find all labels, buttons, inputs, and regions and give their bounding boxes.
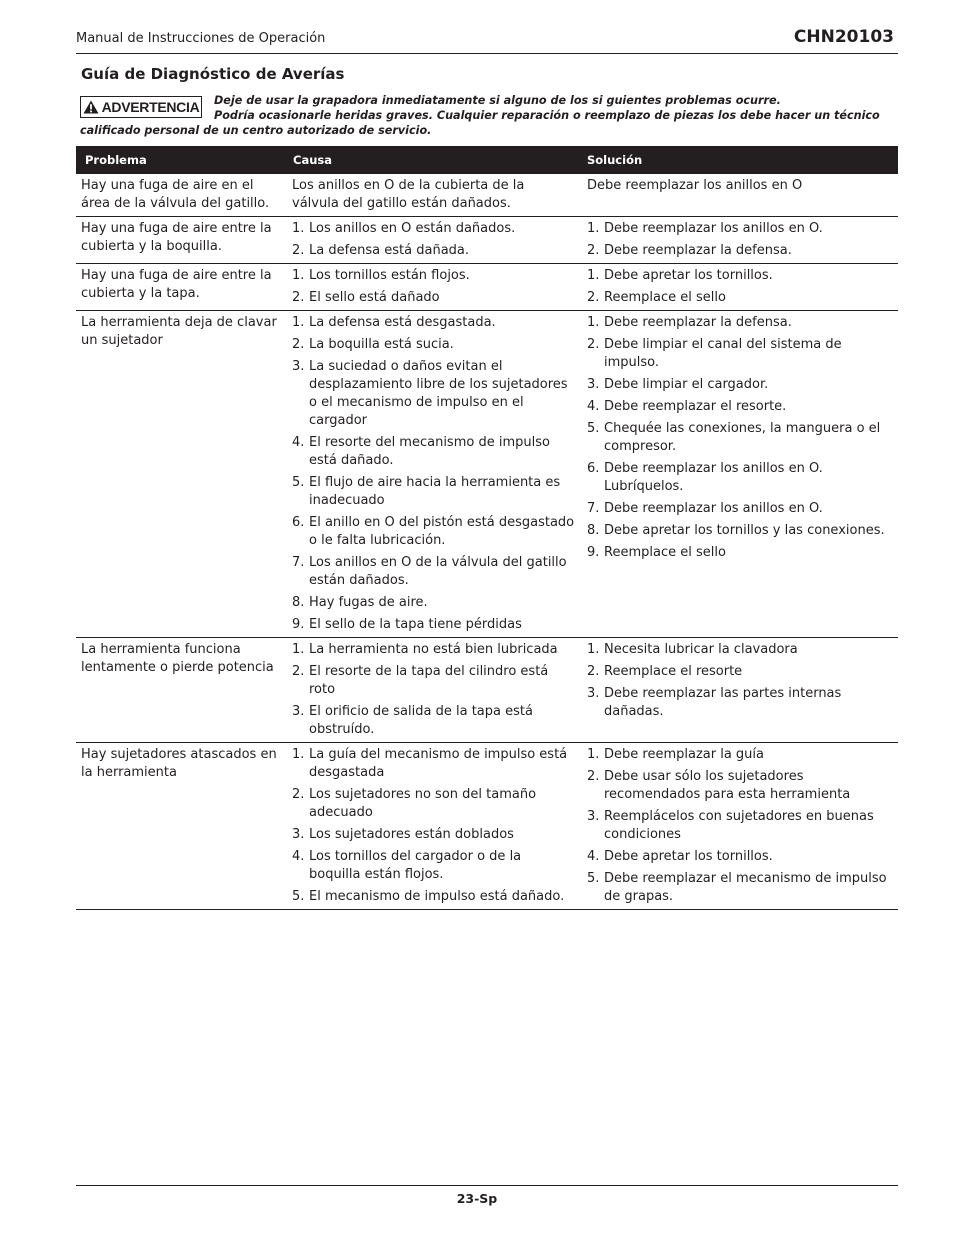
list-item (587, 746, 894, 764)
list-item-number: 5. (587, 871, 600, 886)
list-item (292, 314, 575, 332)
list-item-number: 1. (587, 268, 600, 283)
list-item (587, 376, 894, 394)
header-problem: Problema (76, 146, 282, 174)
solution-cell (579, 311, 898, 638)
list-item-text: Debe reemplazar las partes internas dañadas. (604, 686, 842, 719)
problem-cell: Hay sujetadores atascados en la herramienta (81, 747, 277, 780)
list-item-number: 2. (292, 337, 305, 352)
list-item-number: 2. (587, 290, 600, 305)
list-item-text: Chequée las conexiones, la manguera o el compresor. (604, 421, 881, 454)
list-item (292, 220, 575, 238)
solution-cell (579, 264, 898, 311)
list-item (587, 522, 894, 540)
list-item (587, 460, 894, 496)
list-item (292, 554, 575, 590)
list-item-text: Los tornillos del cargador o de la boquilla están flojos. (309, 849, 522, 882)
list-item-number: 8. (292, 595, 305, 610)
cause-cell (282, 264, 579, 311)
list-item (587, 314, 894, 332)
list-item-text: La guía del mecanismo de impulso está desgastada (309, 747, 568, 780)
section-title: Guía de Diagnóstico de Averías (81, 65, 345, 83)
list-item-text: Debe reemplazar los anillos en O. Lubríquelos. (604, 461, 823, 494)
list-item (587, 870, 894, 906)
list-item-number: 7. (292, 555, 305, 570)
list-item-number: 2. (587, 769, 600, 784)
list-item-text: La herramienta no está bien lubricada (309, 642, 558, 657)
list-item-text: El sello de la tapa tiene pérdidas (309, 617, 522, 632)
list-item-text: El flujo de aire hacia la herramienta es inadecuado (309, 475, 561, 508)
list-item (292, 663, 575, 699)
list-item-number: 1. (587, 747, 600, 762)
list-item-number: 9. (587, 545, 600, 560)
warning-badge-label: ADVERTENCIA (101, 99, 200, 115)
list-item-number: 2. (292, 664, 305, 679)
list-item-text: Hay fugas de aire. (309, 595, 428, 610)
list-item-number: 1. (292, 268, 305, 283)
list-item-number: 4. (587, 849, 600, 864)
list-item (587, 289, 894, 307)
solution-list (587, 314, 894, 562)
cause-list (292, 314, 575, 634)
list-item-number: 4. (292, 435, 305, 450)
list-item-number: 2. (292, 290, 305, 305)
solution-cell (579, 217, 898, 264)
cause-text: Los anillos en O de la cubierta de la válvula del gatillo están dañados. (292, 178, 525, 211)
cause-cell (282, 217, 579, 264)
list-item (292, 786, 575, 822)
list-item-number: 4. (587, 399, 600, 414)
list-item-number: 3. (587, 377, 600, 392)
cause-cell (282, 311, 579, 638)
list-item-text: La suciedad o daños evitan el desplazamiento libre de los sujetadores o el mecanismo de impulso en el cargador (309, 359, 568, 428)
list-item (587, 544, 894, 562)
list-item (292, 848, 575, 884)
list-item-number: 4. (292, 849, 305, 864)
problem-cell: La herramienta funciona lentamente o pierde potencia (81, 642, 274, 675)
list-item (587, 663, 894, 681)
list-item-number: 3. (292, 827, 305, 842)
solution-cell (579, 638, 898, 743)
list-item-text: Reemplace el sello (604, 545, 726, 560)
list-item-number: 3. (292, 704, 305, 719)
list-item-number: 1. (292, 315, 305, 330)
table-row (76, 217, 898, 264)
list-item-number: 8. (587, 523, 600, 538)
list-item-number: 1. (292, 747, 305, 762)
list-item-text: Reemplace el sello (604, 290, 726, 305)
warning-line-3: calificado personal de un centro autorizado de servicio. (80, 124, 432, 137)
problem-cell: Hay una fuga de aire en el área de la válvula del gatillo. (81, 178, 270, 211)
list-item-number: 5. (292, 889, 305, 904)
list-item-number: 7. (587, 501, 600, 516)
header-cause: Causa (282, 146, 579, 174)
list-item-number: 3. (587, 686, 600, 701)
cause-cell (282, 743, 579, 910)
list-item (587, 267, 894, 285)
list-item (587, 641, 894, 659)
list-item-text: Debe reemplazar los anillos en O. (604, 221, 823, 236)
list-item-number: 1. (587, 221, 600, 236)
list-item-text: Debe reemplazar el resorte. (604, 399, 787, 414)
solution-list (587, 641, 894, 721)
model-number: CHN20103 (793, 27, 894, 47)
list-item-text: El resorte de la tapa del cilindro está roto (309, 664, 549, 697)
page-number: 23-Sp (456, 1191, 498, 1206)
solution-cell (579, 174, 898, 217)
solution-list (587, 220, 894, 260)
list-item-number: 1. (587, 315, 600, 330)
cause-cell (282, 174, 579, 217)
list-item (292, 888, 575, 906)
list-item-number: 2. (587, 337, 600, 352)
warning-triangle-icon (83, 100, 99, 114)
manual-title: Manual de Instrucciones de Operación (76, 31, 326, 46)
list-item-text: El anillo en O del pistón está desgastado o le falta lubricación. (309, 515, 575, 548)
list-item (587, 420, 894, 456)
list-item-text: Debe reemplazar la defensa. (604, 243, 792, 258)
list-item (292, 641, 575, 659)
list-item-text: Los anillos en O de la válvula del gatillo están dañados. (309, 555, 567, 588)
table-row (76, 638, 898, 743)
list-item-text: Debe apretar los tornillos. (604, 268, 773, 283)
troubleshooting-table (76, 146, 898, 910)
list-item-text: Debe limpiar el cargador. (604, 377, 769, 392)
list-item-number: 1. (292, 642, 305, 657)
list-item (292, 826, 575, 844)
solution-list (587, 267, 894, 307)
list-item-text: El orificio de salida de la tapa está obstruído. (309, 704, 533, 737)
list-item-text: La defensa está dañada. (309, 243, 470, 258)
table-header-row (76, 146, 898, 174)
list-item (587, 848, 894, 866)
list-item-text: Debe reemplazar la defensa. (604, 315, 792, 330)
list-item-number: 5. (292, 475, 305, 490)
list-item-text: Los sujetadores no son del tamaño adecuado (309, 787, 537, 820)
footer-divider (76, 1185, 898, 1186)
warning-message (80, 93, 900, 138)
list-item-number: 5. (587, 421, 600, 436)
warning-badge (80, 96, 202, 118)
list-item-text: La defensa está desgastada. (309, 315, 496, 330)
list-item (587, 685, 894, 721)
list-item (292, 242, 575, 260)
list-item-number: 6. (587, 461, 600, 476)
list-item (292, 289, 575, 307)
list-item-number: 2. (292, 243, 305, 258)
list-item (292, 616, 575, 634)
warning-line-1: Deje de usar la grapadora inmediatamente si alguno de los si guientes problemas ocurre. (214, 94, 781, 107)
list-item-text: Debe apretar los tornillos. (604, 849, 773, 864)
cause-list (292, 641, 575, 739)
list-item (292, 336, 575, 354)
list-item-text: Los sujetadores están doblados (309, 827, 514, 842)
solution-cell (579, 743, 898, 910)
problem-cell: Hay una fuga de aire entre la cubierta y la boquilla. (81, 221, 272, 254)
list-item-text: Debe reemplazar el mecanismo de impulso de grapas. (604, 871, 887, 904)
solution-text: Debe reemplazar los anillos en O (587, 178, 803, 193)
list-item (292, 594, 575, 612)
list-item-text: Los tornillos están flojos. (309, 268, 470, 283)
list-item-text: Reemplace el resorte (604, 664, 743, 679)
table-row (76, 743, 898, 910)
list-item (292, 474, 575, 510)
list-item-number: 3. (292, 359, 305, 374)
header-divider (76, 53, 898, 54)
list-item-text: Debe apretar los tornillos y las conexiones. (604, 523, 885, 538)
list-item-text: Reemplácelos con sujetadores en buenas condiciones (604, 809, 874, 842)
cause-list (292, 220, 575, 260)
list-item-text: La boquilla está sucia. (309, 337, 454, 352)
list-item (587, 336, 894, 372)
table-row (76, 264, 898, 311)
list-item-text: Los anillos en O están dañados. (309, 221, 516, 236)
list-item (292, 703, 575, 739)
header-solution: Solución (579, 146, 898, 174)
list-item-text: Debe usar sólo los sujetadores recomendados para esta herramienta (604, 769, 851, 802)
list-item-number: 2. (292, 787, 305, 802)
list-item-number: 2. (587, 243, 600, 258)
list-item (292, 514, 575, 550)
list-item-number: 9. (292, 617, 305, 632)
list-item (292, 267, 575, 285)
list-item-text: Debe limpiar el canal del sistema de impulso. (604, 337, 842, 370)
list-item (587, 768, 894, 804)
list-item (292, 434, 575, 470)
cause-list (292, 267, 575, 307)
list-item (587, 808, 894, 844)
problem-cell: La herramienta deja de clavar un sujetador (81, 315, 277, 348)
list-item (587, 242, 894, 260)
list-item-number: 1. (292, 221, 305, 236)
solution-list (587, 746, 894, 906)
cause-cell (282, 638, 579, 743)
list-item-text: El resorte del mecanismo de impulso está dañado. (309, 435, 550, 468)
problem-cell: Hay una fuga de aire entre la cubierta y la tapa. (81, 268, 272, 301)
list-item (587, 398, 894, 416)
list-item-number: 6. (292, 515, 305, 530)
list-item-number: 1. (587, 642, 600, 657)
list-item (587, 500, 894, 518)
table-row (76, 311, 898, 638)
list-item (292, 358, 575, 430)
list-item-text: Debe reemplazar la guía (604, 747, 764, 762)
cause-list (292, 746, 575, 906)
list-item-text: Debe reemplazar los anillos en O. (604, 501, 823, 516)
list-item-text: Necesita lubricar la clavadora (604, 642, 798, 657)
table-row (76, 174, 898, 217)
list-item-number: 2. (587, 664, 600, 679)
list-item-text: El sello está dañado (309, 290, 440, 305)
list-item (292, 746, 575, 782)
warning-line-2: Podría ocasionarle heridas graves. Cualquier reparación o reemplazo de piezas los debe hacer un técnico (214, 109, 880, 122)
list-item (587, 220, 894, 238)
list-item-number: 3. (587, 809, 600, 824)
list-item-text: El mecanismo de impulso está dañado. (309, 889, 565, 904)
